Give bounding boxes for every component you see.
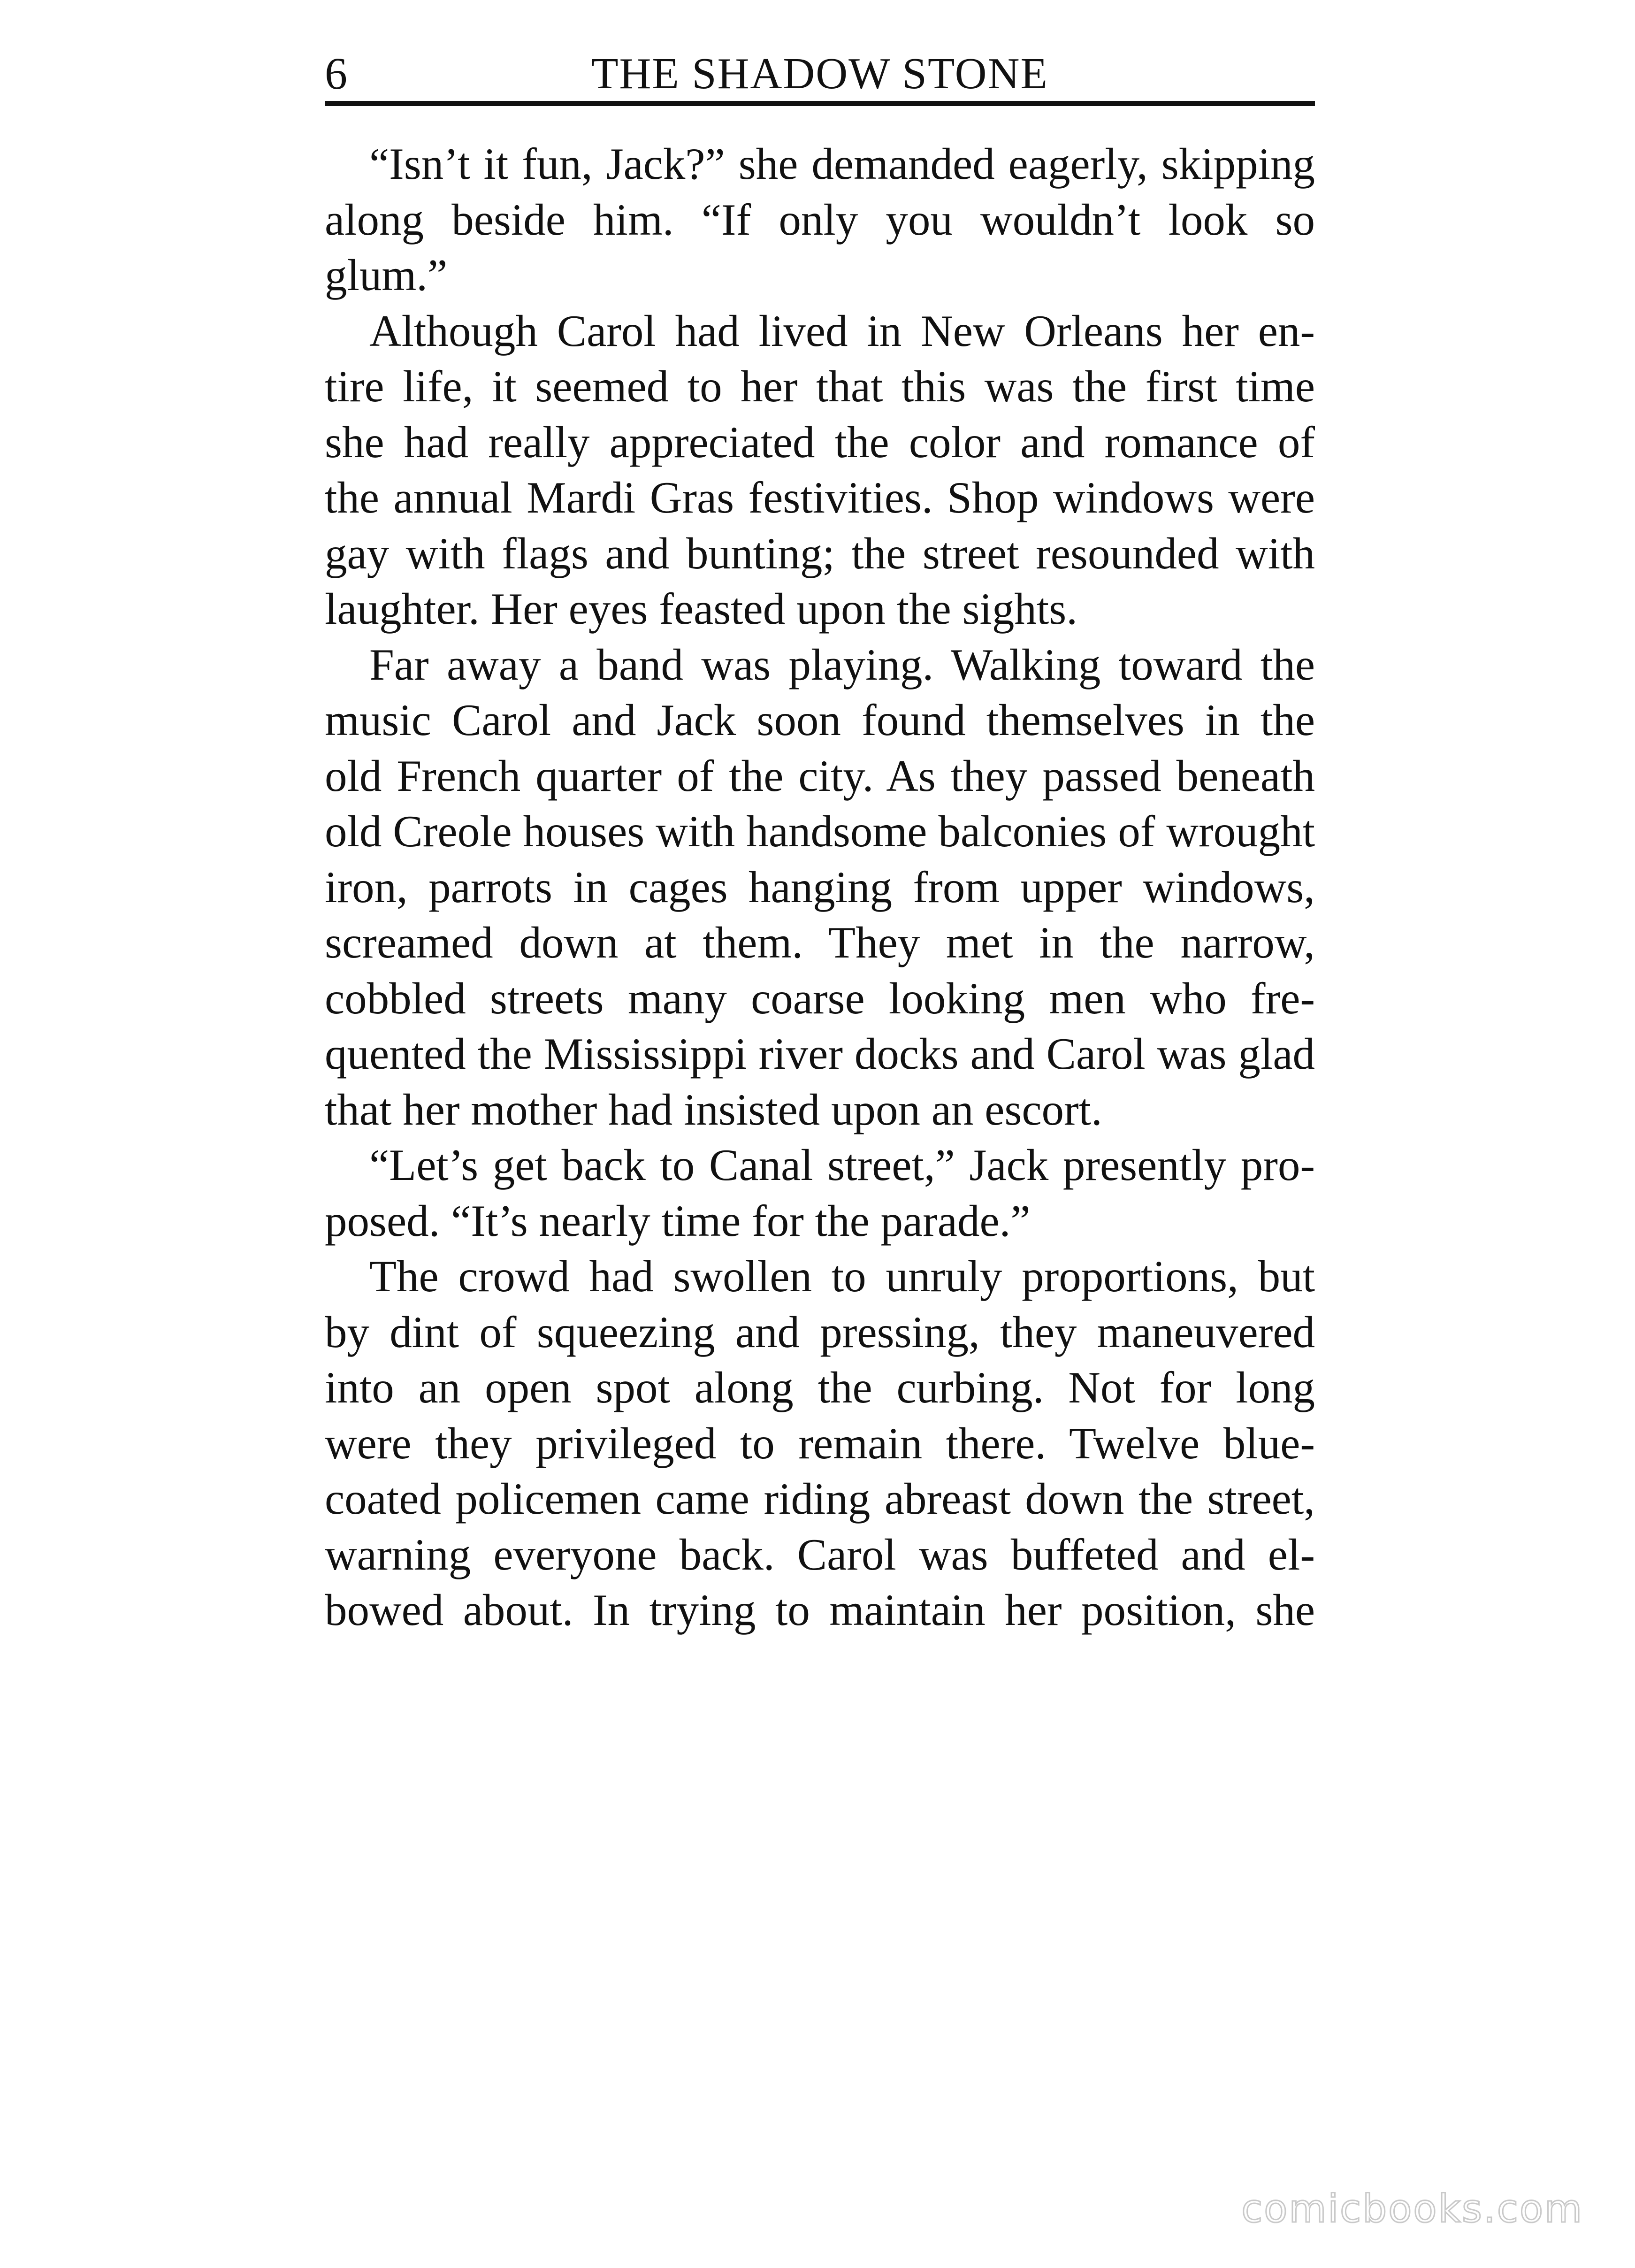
text-line: glum.” xyxy=(325,250,448,300)
text-line: Although Carol had lived in New Orleans her en- xyxy=(369,306,1315,356)
text-line: laughter. Her eyes feasted upon the sights. xyxy=(325,584,1078,634)
text-line: The crowd had swollen to unruly proportions, but xyxy=(369,1251,1315,1301)
text-line: screamed down at them. They met in the narrow, xyxy=(325,918,1315,967)
header-rule xyxy=(325,101,1315,106)
text-line: music Carol and Jack soon found themselves in the xyxy=(325,695,1315,745)
body-text xyxy=(325,136,1315,1638)
text-line: “Let’s get back to Canal street,” Jack presently pro- xyxy=(369,1140,1315,1190)
text-line: warning everyone back. Carol was buffeted and el- xyxy=(325,1529,1315,1579)
text-line: quented the Mississippi river docks and Carol was glad xyxy=(325,1029,1315,1079)
text-line: into an open spot along the curbing. Not for long xyxy=(325,1363,1315,1412)
text-line: coated policemen came riding abreast down the street, xyxy=(325,1474,1315,1524)
text-line: “Isn’t it fun, Jack?” she demanded eagerly, skipping xyxy=(369,139,1315,189)
text-line: she had really appreciated the color and romance of xyxy=(325,417,1315,467)
book-title: THE SHADOW STONE xyxy=(591,49,1048,98)
text-line: iron, parrots in cages hanging from upper windows, xyxy=(325,862,1315,912)
text-line: tire life, it seemed to her that this was the first time xyxy=(325,361,1315,411)
text-line: old French quarter of the city. As they passed beneath xyxy=(325,751,1315,801)
running-head xyxy=(325,43,1315,104)
text-line: Far away a band was playing. Walking toward the xyxy=(369,639,1315,690)
text-line: were they privileged to remain there. Twelve blue- xyxy=(325,1418,1315,1468)
text-line: gay with flags and bunting; the street resounded with xyxy=(325,528,1315,578)
page-number: 6 xyxy=(325,48,347,99)
text-line: by dint of squeezing and pressing, they maneuvered xyxy=(325,1307,1315,1357)
text-line: posed. “It’s nearly time for the parade.” xyxy=(325,1195,1031,1246)
text-line: bowed about. In trying to maintain her position, she xyxy=(325,1585,1315,1635)
watermark: comicbooks.com xyxy=(1241,2187,1583,2231)
text-line: that her mother had insisted upon an escort. xyxy=(325,1084,1102,1134)
text-line: old Creole houses with handsome balconies of wrought xyxy=(325,806,1315,856)
text-line: along beside him. “If only you wouldn’t look so xyxy=(325,194,1315,245)
text-line: cobbled streets many coarse looking men who fre- xyxy=(325,973,1315,1023)
text-line: the annual Mardi Gras festivities. Shop windows were xyxy=(325,473,1315,522)
